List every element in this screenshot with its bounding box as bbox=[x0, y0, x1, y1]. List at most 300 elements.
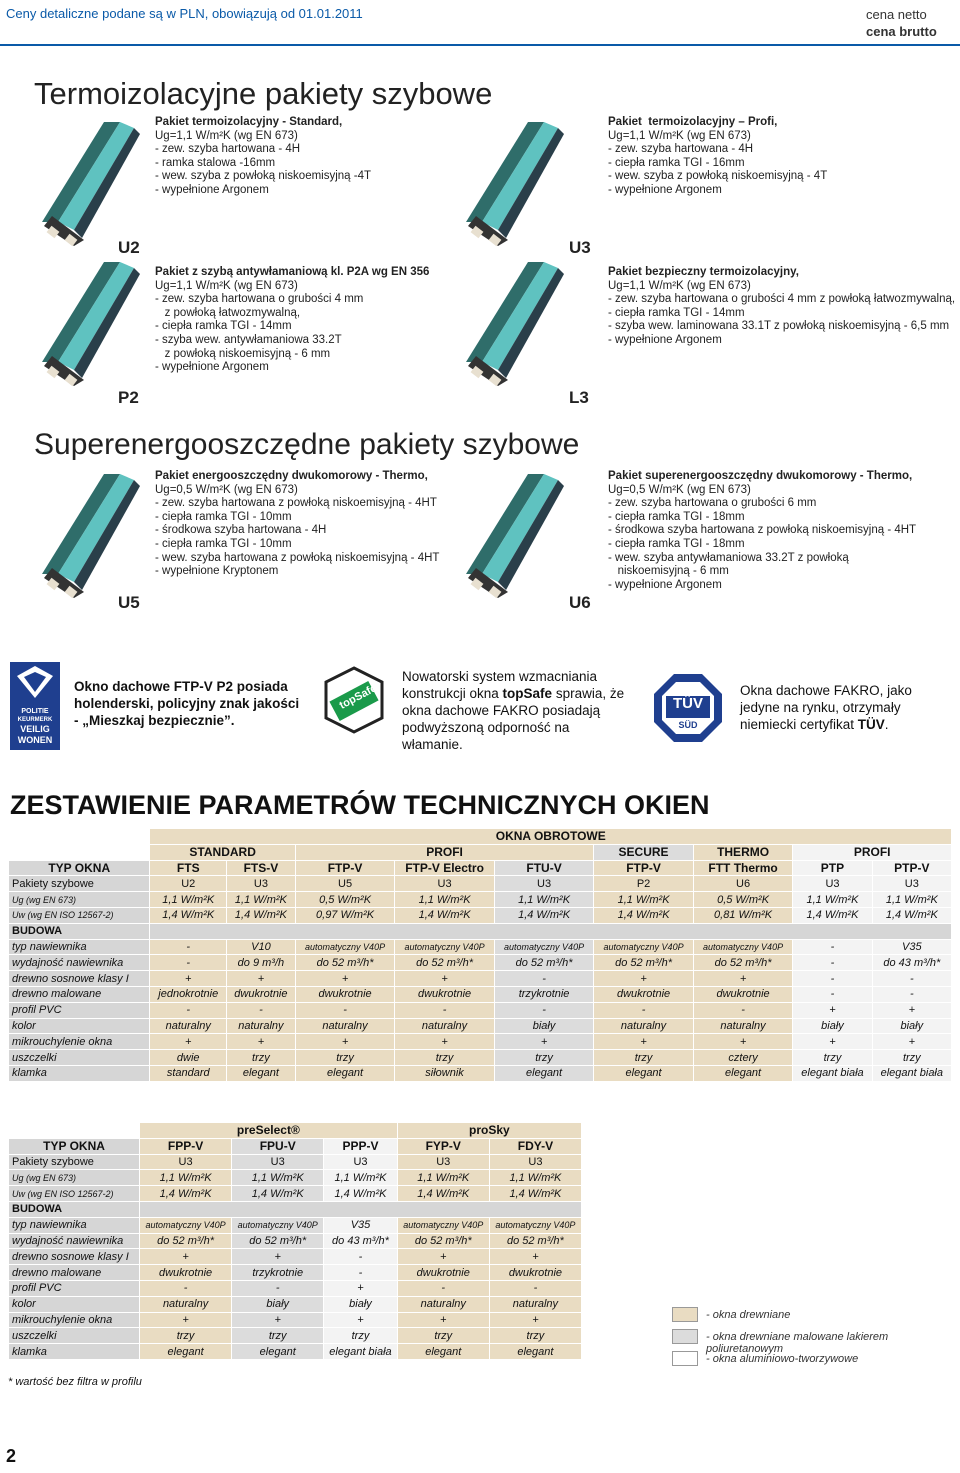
table-cell: + bbox=[397, 1312, 489, 1328]
table-cell: + bbox=[150, 1034, 227, 1050]
table-cell: 1,1 W/m²K bbox=[594, 892, 694, 908]
package-description bbox=[608, 116, 928, 198]
window-type: FTU-V bbox=[494, 860, 594, 876]
table-cell: naturalny bbox=[227, 1018, 296, 1034]
table-cell: trzy bbox=[227, 1050, 296, 1066]
footnote: * wartość bez filtra w profilu bbox=[8, 1376, 142, 1388]
table-cell: 0,5 W/m²K bbox=[295, 892, 395, 908]
table-cell: elegant bbox=[295, 1065, 395, 1081]
package-title: Pakiet termoizolacyjny - Standard, bbox=[155, 116, 343, 128]
table-row bbox=[9, 939, 952, 955]
table-cell: trzy bbox=[494, 1050, 594, 1066]
pvw-logo-line3: VEILIG bbox=[20, 724, 50, 734]
table-cell: 0,97 W/m²K bbox=[295, 907, 395, 923]
window-type: FTS-V bbox=[227, 860, 296, 876]
table-cell: - bbox=[594, 1002, 694, 1018]
family-header: PROFI bbox=[295, 844, 594, 860]
table-cell: U5 bbox=[295, 876, 395, 892]
pvw-logo bbox=[10, 662, 60, 750]
table-cell: trzykrotnie bbox=[494, 986, 594, 1002]
table-cell: + bbox=[594, 971, 694, 987]
row-label: drewno sosnowe klasy I bbox=[9, 1249, 140, 1265]
table-row bbox=[9, 923, 952, 939]
table-cell: + bbox=[489, 1249, 581, 1265]
row-label: profil PVC bbox=[9, 1280, 140, 1296]
blank-cell bbox=[9, 1123, 140, 1139]
summary-title: ZESTAWIENIE PARAMETRÓW TECHNICZNYCH OKIEN bbox=[10, 790, 710, 820]
section-row bbox=[150, 923, 952, 939]
table-cell: biały bbox=[793, 1018, 872, 1034]
table-cell: 1,1 W/m²K bbox=[494, 892, 594, 908]
legend-label: - okna drewniane malowane lakierem poliuretanowym bbox=[706, 1331, 889, 1355]
table-cell: naturalny bbox=[150, 1018, 227, 1034]
topsafe-text-part1: Nowatorski system wzmacniania konstrukcji okna bbox=[402, 669, 598, 701]
table-cell: do 52 m³/h* bbox=[295, 955, 395, 971]
package-specs: Ug=0,5 W/m²K (wg EN 673) - zew. szyba hartowana o grubości 6 mm - ciepła ramka TGI - 18mm - środkowa szyba hartowana z powłoką niskoemisyjną - 4HT - ciepła ramka TGI - 18mm - wew. szyba antywłamaniowa 33.2T z powłoką niskoemisyjną - 6 mm - wypełnione Argonem bbox=[608, 483, 917, 591]
tuv-text bbox=[740, 682, 930, 733]
package-title: Pakiet termoizolacyjny – Profi, bbox=[608, 116, 778, 128]
blank-cell bbox=[9, 829, 150, 845]
table-cell: elegant bbox=[489, 1344, 581, 1360]
table-cell: - bbox=[140, 1280, 232, 1296]
package-title: Pakiet superenergooszczędny dwukomorowy - Thermo, bbox=[608, 470, 913, 482]
table-cell: + bbox=[793, 1034, 872, 1050]
table-cell: + bbox=[395, 971, 495, 987]
table-cell: + bbox=[793, 1002, 872, 1018]
table-cell: + bbox=[324, 1312, 397, 1328]
table-cell: naturalny bbox=[693, 1018, 793, 1034]
table-cell: P2 bbox=[594, 876, 694, 892]
package-title: Pakiet energooszczędny dwukomorowy - Thermo, bbox=[155, 470, 428, 482]
table-cell: - bbox=[232, 1280, 324, 1296]
table-cell: U3 bbox=[232, 1154, 324, 1170]
price-note: Ceny detaliczne podane są w PLN, obowiązują od 01.01.2011 bbox=[6, 6, 363, 21]
table-row bbox=[9, 876, 952, 892]
table-cell: automatyczny V40P bbox=[693, 939, 793, 955]
table-cell: dwukrotnie bbox=[594, 986, 694, 1002]
row-label: Uw (wg EN ISO 12567-2) bbox=[9, 907, 150, 923]
table-cell: elegant biała bbox=[872, 1065, 951, 1081]
table-row bbox=[9, 1217, 582, 1233]
table-row bbox=[9, 971, 952, 987]
blank-cell bbox=[9, 844, 150, 860]
row-label: klamka bbox=[9, 1344, 140, 1360]
table-cell: siłownik bbox=[395, 1065, 495, 1081]
table-cell: trzy bbox=[395, 1050, 495, 1066]
table-cell: elegant bbox=[140, 1344, 232, 1360]
table-cell: automatyczny V40P bbox=[232, 1217, 324, 1233]
header-rule bbox=[0, 44, 960, 46]
table-cell: 1,4 W/m²K bbox=[227, 907, 296, 923]
table-cell: elegant biała bbox=[793, 1065, 872, 1081]
window-type: FTP-V bbox=[594, 860, 694, 876]
table-cell: + bbox=[489, 1312, 581, 1328]
tuv-logo bbox=[652, 672, 724, 744]
row-label: typ nawiewnika bbox=[9, 1217, 140, 1233]
table-cell: trzy bbox=[397, 1328, 489, 1344]
table-cell: 1,4 W/m²K bbox=[232, 1186, 324, 1202]
table-cell: + bbox=[232, 1249, 324, 1265]
police-emblem-icon bbox=[10, 662, 60, 702]
family-header: SECURE bbox=[594, 844, 694, 860]
table-cell: do 52 m³/h* bbox=[232, 1233, 324, 1249]
glazing-unit-icon bbox=[34, 470, 146, 600]
table-cell: elegant bbox=[594, 1065, 694, 1081]
table-cell: 1,1 W/m²K bbox=[793, 892, 872, 908]
table-cell: do 52 m³/h* bbox=[594, 955, 694, 971]
table-row bbox=[9, 1170, 582, 1186]
section2-title: Superenergooszczędne pakiety szybowe bbox=[34, 428, 580, 461]
table-cell: U3 bbox=[227, 876, 296, 892]
table-cell: elegant bbox=[397, 1344, 489, 1360]
table-cell: + bbox=[140, 1249, 232, 1265]
table-cell: dwukrotnie bbox=[489, 1265, 581, 1281]
table-cell: trzykrotnie bbox=[232, 1265, 324, 1281]
table-row bbox=[9, 1233, 582, 1249]
table-cell: 1,1 W/m²K bbox=[150, 892, 227, 908]
window-type: PPP-V bbox=[324, 1138, 397, 1154]
table-cell: V35 bbox=[324, 1217, 397, 1233]
table-cell: - bbox=[324, 1265, 397, 1281]
table-cell: biały bbox=[324, 1296, 397, 1312]
group-header: OKNA OBROTOWE bbox=[150, 829, 952, 845]
table-cell: jednokrotnie bbox=[150, 986, 227, 1002]
table-cell: U3 bbox=[793, 876, 872, 892]
table-row bbox=[9, 955, 952, 971]
table-cell: trzy bbox=[793, 1050, 872, 1066]
package-description bbox=[608, 266, 956, 348]
package-specs: Ug=1,1 W/m²K (wg EN 673) - zew. szyba hartowana - 4H - ramka stalowa -16mm - wew. szyba z powłoką niskoemisyjną -4T - wypełnione Argonem bbox=[155, 129, 372, 196]
pvw-logo-line1: POLITIE bbox=[21, 708, 49, 715]
row-label: typ nawiewnika bbox=[9, 939, 150, 955]
topsafe-text bbox=[402, 668, 632, 753]
table-cell: automatyczny V40P bbox=[594, 939, 694, 955]
table-cell: elegant bbox=[227, 1065, 296, 1081]
table-cell: do 9 m³/h bbox=[227, 955, 296, 971]
table-row bbox=[9, 1249, 582, 1265]
table-cell: do 52 m³/h* bbox=[397, 1233, 489, 1249]
table-cell: - bbox=[150, 955, 227, 971]
table-cell: trzy bbox=[232, 1328, 324, 1344]
glazing-unit-icon bbox=[458, 258, 570, 388]
table-row bbox=[9, 1344, 582, 1360]
table-cell: 1,4 W/m²K bbox=[594, 907, 694, 923]
topsafe-text-bold: topSafe bbox=[502, 686, 553, 701]
family-header: THERMO bbox=[693, 844, 793, 860]
table-cell: dwukrotnie bbox=[693, 986, 793, 1002]
row-label: Pakiety szybowe bbox=[9, 1154, 140, 1170]
legend-label: - okna aluminiowo-tworzywowe bbox=[706, 1353, 859, 1365]
table-cell: automatyczny V40P bbox=[397, 1217, 489, 1233]
table-cell: 1,4 W/m²K bbox=[397, 1186, 489, 1202]
table-row bbox=[9, 1154, 582, 1170]
table-cell: dwie bbox=[150, 1050, 227, 1066]
table-cell: biały bbox=[872, 1018, 951, 1034]
table-cell: 1,1 W/m²K bbox=[324, 1170, 397, 1186]
row-label: wydajność nawiewnika bbox=[9, 1233, 140, 1249]
package-description bbox=[608, 470, 948, 592]
glazing-unit-icon bbox=[34, 118, 146, 248]
package-code: U5 bbox=[118, 593, 140, 612]
table-cell: - bbox=[494, 971, 594, 987]
row-label: TYP OKNA bbox=[9, 1138, 140, 1154]
table-row bbox=[9, 1265, 582, 1281]
table-cell: U2 bbox=[150, 876, 227, 892]
legend-swatch bbox=[672, 1307, 698, 1322]
table-cell: + bbox=[140, 1312, 232, 1328]
topsafe-text-part2: sprawia, że okna dachowe FAKRO posiadają podwyższoną odporność na włamanie. bbox=[402, 686, 625, 752]
table-cell: 1,4 W/m²K bbox=[793, 907, 872, 923]
table-row bbox=[9, 1034, 952, 1050]
table-cell: + bbox=[227, 1034, 296, 1050]
table-cell: + bbox=[232, 1312, 324, 1328]
row-label: drewno sosnowe klasy I bbox=[9, 971, 150, 987]
legend-swatch bbox=[672, 1329, 698, 1344]
table-cell: + bbox=[693, 971, 793, 987]
table-cell: U3 bbox=[489, 1154, 581, 1170]
table-cell: do 52 m³/h* bbox=[140, 1233, 232, 1249]
table-row bbox=[9, 1328, 582, 1344]
table-row bbox=[9, 1018, 952, 1034]
family-header: preSelect® bbox=[140, 1123, 398, 1139]
table-cell: trzy bbox=[295, 1050, 395, 1066]
table-cell: 1,4 W/m²K bbox=[494, 907, 594, 923]
table-cell: dwukrotnie bbox=[395, 986, 495, 1002]
table-cell: standard bbox=[150, 1065, 227, 1081]
glazing-unit-icon bbox=[458, 118, 570, 248]
package-description bbox=[155, 116, 455, 198]
table-cell: 1,1 W/m²K bbox=[872, 892, 951, 908]
table-cell: automatyczny V40P bbox=[395, 939, 495, 955]
table-cell: + bbox=[150, 971, 227, 987]
tuv-text-part2: . bbox=[884, 717, 889, 732]
table-cell: 1,4 W/m²K bbox=[140, 1186, 232, 1202]
table-cell: + bbox=[324, 1280, 397, 1296]
table-cell: elegant bbox=[693, 1065, 793, 1081]
table-cell: dwukrotnie bbox=[140, 1265, 232, 1281]
table-cell: + bbox=[693, 1034, 793, 1050]
table-cell: biały bbox=[232, 1296, 324, 1312]
table-cell: - bbox=[150, 939, 227, 955]
table-cell: elegant bbox=[232, 1344, 324, 1360]
table-cell: U3 bbox=[872, 876, 951, 892]
table-cell: U3 bbox=[494, 876, 594, 892]
row-label: mikrouchylenie okna bbox=[9, 1034, 150, 1050]
table-cell: - bbox=[793, 955, 872, 971]
table-cell: naturalny bbox=[489, 1296, 581, 1312]
table-cell: - bbox=[324, 1249, 397, 1265]
package-specs: Ug=1,1 W/m²K (wg EN 673) - zew. szyba hartowana - 4H - ciepła ramka TGI - 16mm - wew. szyba z powłoką niskoemisyjną - 4T - wypełnione Argonem bbox=[608, 129, 828, 196]
row-label: Uw (wg EN ISO 12567-2) bbox=[9, 1186, 140, 1202]
window-type: FPU-V bbox=[232, 1138, 324, 1154]
row-label: uszczelki bbox=[9, 1050, 150, 1066]
row-label: klamka bbox=[9, 1065, 150, 1081]
table-cell: - bbox=[227, 1002, 296, 1018]
table-cell: U3 bbox=[140, 1154, 232, 1170]
table-cell: do 52 m³/h* bbox=[489, 1233, 581, 1249]
table-row bbox=[9, 1065, 952, 1081]
table-cell: 1,1 W/m²K bbox=[395, 892, 495, 908]
table-cell: 1,1 W/m²K bbox=[232, 1170, 324, 1186]
table-cell: - bbox=[150, 1002, 227, 1018]
table-cell: - bbox=[494, 1002, 594, 1018]
table-cell: + bbox=[395, 1034, 495, 1050]
table-cell: do 52 m³/h* bbox=[395, 955, 495, 971]
package-title: Pakiet z szybą antywłamaniową kl. P2A wg EN 356 bbox=[155, 266, 430, 278]
table-cell: + bbox=[872, 1002, 951, 1018]
table-cell: - bbox=[295, 1002, 395, 1018]
legend-label: - okna drewniane bbox=[706, 1309, 791, 1321]
package-code: L3 bbox=[569, 388, 589, 407]
family-header: PROFI bbox=[793, 844, 952, 860]
gross-price-label: cena brutto bbox=[866, 24, 937, 39]
table-cell: trzy bbox=[872, 1050, 951, 1066]
row-label: Ug (wg EN 673) bbox=[9, 1170, 140, 1186]
package-specs: Ug=0,5 W/m²K (wg EN 673) - zew. szyba hartowana z powłoką niskoemisyjną - 4HT - ciepła ramka TGI - 10mm - środkowa szyba hartowana - 4H - ciepła ramka TGI - 10mm - wew. szyba hartowana z powłoką niskoemisyjną - 4HT - wypełnione Kryptonem bbox=[155, 483, 440, 578]
glazing-unit-icon bbox=[34, 258, 146, 388]
table-cell: U3 bbox=[397, 1154, 489, 1170]
section-row bbox=[140, 1201, 582, 1217]
package-description bbox=[155, 470, 455, 579]
table-cell: automatyczny V40P bbox=[295, 939, 395, 955]
topsafe-logo bbox=[318, 664, 390, 736]
table-cell: automatyczny V40P bbox=[140, 1217, 232, 1233]
window-type: FDY-V bbox=[489, 1138, 581, 1154]
table-cell: 1,1 W/m²K bbox=[140, 1170, 232, 1186]
table-cell: + bbox=[295, 1034, 395, 1050]
table-cell: dwukrotnie bbox=[227, 986, 296, 1002]
package-specs: Ug=1,1 W/m²K (wg EN 673) - zew. szyba hartowana o grubości 4 mm z powłoką łatwozmywalną, - ciepła ramka TGI - 14mm - szyba wew. laminowana 33.1T z powłoką niskoemisyjną - 6,5 mm - wypełnione Argonem bbox=[608, 279, 956, 346]
window-type: FTT Thermo bbox=[693, 860, 793, 876]
table-cell: dwukrotnie bbox=[397, 1265, 489, 1281]
tuv-text-part1: Okna dachowe FAKRO, jako jedyne na rynku, otrzymały niemiecki certyfikat bbox=[740, 683, 912, 732]
row-label: mikrouchylenie okna bbox=[9, 1312, 140, 1328]
top-bar bbox=[0, 0, 960, 46]
table-row bbox=[9, 1280, 582, 1296]
table-row bbox=[9, 1050, 952, 1066]
tuv-logo-text: TÜV bbox=[673, 695, 703, 712]
table-cell: U3 bbox=[395, 876, 495, 892]
window-type: FYP-V bbox=[397, 1138, 489, 1154]
table-row bbox=[9, 986, 952, 1002]
tuv-text-bold: TÜV bbox=[857, 717, 885, 732]
table-cell: naturalny bbox=[395, 1018, 495, 1034]
pvw-logo-line4: WONEN bbox=[17, 735, 53, 745]
table-cell: 1,1 W/m²K bbox=[489, 1170, 581, 1186]
window-type: FPP-V bbox=[140, 1138, 232, 1154]
table-row bbox=[9, 1312, 582, 1328]
window-type: FTS bbox=[150, 860, 227, 876]
window-type: PTP bbox=[793, 860, 872, 876]
table-cell: trzy bbox=[489, 1328, 581, 1344]
legend-swatch bbox=[672, 1351, 698, 1366]
table-cell: naturalny bbox=[397, 1296, 489, 1312]
family-header: STANDARD bbox=[150, 844, 295, 860]
table-cell: + bbox=[227, 971, 296, 987]
table-cell: trzy bbox=[324, 1328, 397, 1344]
package-code: U3 bbox=[569, 238, 591, 257]
pvw-logo-line2: KEURMERK bbox=[17, 717, 53, 723]
table-cell: do 43 m³/h* bbox=[872, 955, 951, 971]
window-type: PTP-V bbox=[872, 860, 951, 876]
table-cell: 1,4 W/m²K bbox=[395, 907, 495, 923]
table-cell: 1,1 W/m²K bbox=[397, 1170, 489, 1186]
family-header: proSky bbox=[397, 1123, 581, 1139]
pvw-text: Okno dachowe FTP-V P2 posiada holenderski, policyjny znak jakości - „Mieszkaj bezpiecznie”. bbox=[74, 679, 300, 728]
table-cell: - bbox=[395, 1002, 495, 1018]
window-type: FTP-V bbox=[295, 860, 395, 876]
table-cell: naturalny bbox=[594, 1018, 694, 1034]
table-cell: 0,81 W/m²K bbox=[693, 907, 793, 923]
table-cell: + bbox=[397, 1249, 489, 1265]
table-row bbox=[9, 1186, 582, 1202]
table-cell: automatyczny V40P bbox=[489, 1217, 581, 1233]
table-cell: do 52 m³/h* bbox=[693, 955, 793, 971]
table-cell: elegant biała bbox=[324, 1344, 397, 1360]
table-cell: - bbox=[872, 971, 951, 987]
table-cell: V10 bbox=[227, 939, 296, 955]
row-label: profil PVC bbox=[9, 1002, 150, 1018]
table-cell: - bbox=[397, 1280, 489, 1296]
table-cell: biały bbox=[494, 1018, 594, 1034]
package-specs: Ug=1,1 W/m²K (wg EN 673) - zew. szyba hartowana o grubości 4 mm z powłoką łatwozmywalną, - ciepła ramka TGI - 14mm - szyba wew. antywłamaniowa 33.2T z powłoką niskoemisyjną - 6 mm - wypełnione Argonem bbox=[155, 279, 364, 374]
table-row bbox=[9, 1201, 582, 1217]
table-cell: - bbox=[793, 986, 872, 1002]
table-cell: - bbox=[872, 986, 951, 1002]
table-cell: + bbox=[494, 1034, 594, 1050]
table-cell: 1,4 W/m²K bbox=[324, 1186, 397, 1202]
table-row bbox=[9, 1296, 582, 1312]
row-label: Pakiety szybowe bbox=[9, 876, 150, 892]
table-cell: naturalny bbox=[295, 1018, 395, 1034]
table-cell: U6 bbox=[693, 876, 793, 892]
package-description bbox=[155, 266, 455, 375]
package-code: P2 bbox=[118, 388, 139, 407]
section1-title: Termoizolacyjne pakiety szybowe bbox=[34, 76, 493, 111]
table-cell: elegant bbox=[494, 1065, 594, 1081]
table-cell: V35 bbox=[872, 939, 951, 955]
table-row bbox=[9, 1002, 952, 1018]
table-cell: + bbox=[594, 1034, 694, 1050]
row-label: kolor bbox=[9, 1296, 140, 1312]
table-row bbox=[9, 892, 952, 908]
table-cell: 1,4 W/m²K bbox=[872, 907, 951, 923]
table-cell: 1,1 W/m²K bbox=[227, 892, 296, 908]
row-label: uszczelki bbox=[9, 1328, 140, 1344]
row-label: BUDOWA bbox=[9, 923, 150, 939]
table-cell: 0,5 W/m²K bbox=[693, 892, 793, 908]
page-number: 2 bbox=[6, 1446, 17, 1466]
package-code: U6 bbox=[569, 593, 591, 612]
tech-table-roof-windows bbox=[8, 828, 952, 1082]
row-label: kolor bbox=[9, 1018, 150, 1034]
table-cell: 1,4 W/m²K bbox=[489, 1186, 581, 1202]
row-label: BUDOWA bbox=[9, 1201, 140, 1217]
table-cell: - bbox=[489, 1280, 581, 1296]
row-label: Ug (wg EN 673) bbox=[9, 892, 150, 908]
row-label: wydajność nawiewnika bbox=[9, 955, 150, 971]
table-cell: do 43 m³/h* bbox=[324, 1233, 397, 1249]
table-cell: + bbox=[295, 971, 395, 987]
table-cell: U3 bbox=[324, 1154, 397, 1170]
package-code: U2 bbox=[118, 238, 140, 257]
table-cell: - bbox=[793, 971, 872, 987]
table-cell: - bbox=[693, 1002, 793, 1018]
table-cell: do 52 m³/h* bbox=[494, 955, 594, 971]
tech-table-preselect-prosky bbox=[8, 1122, 582, 1360]
table-cell: - bbox=[793, 939, 872, 955]
table-cell: automatyczny V40P bbox=[494, 939, 594, 955]
